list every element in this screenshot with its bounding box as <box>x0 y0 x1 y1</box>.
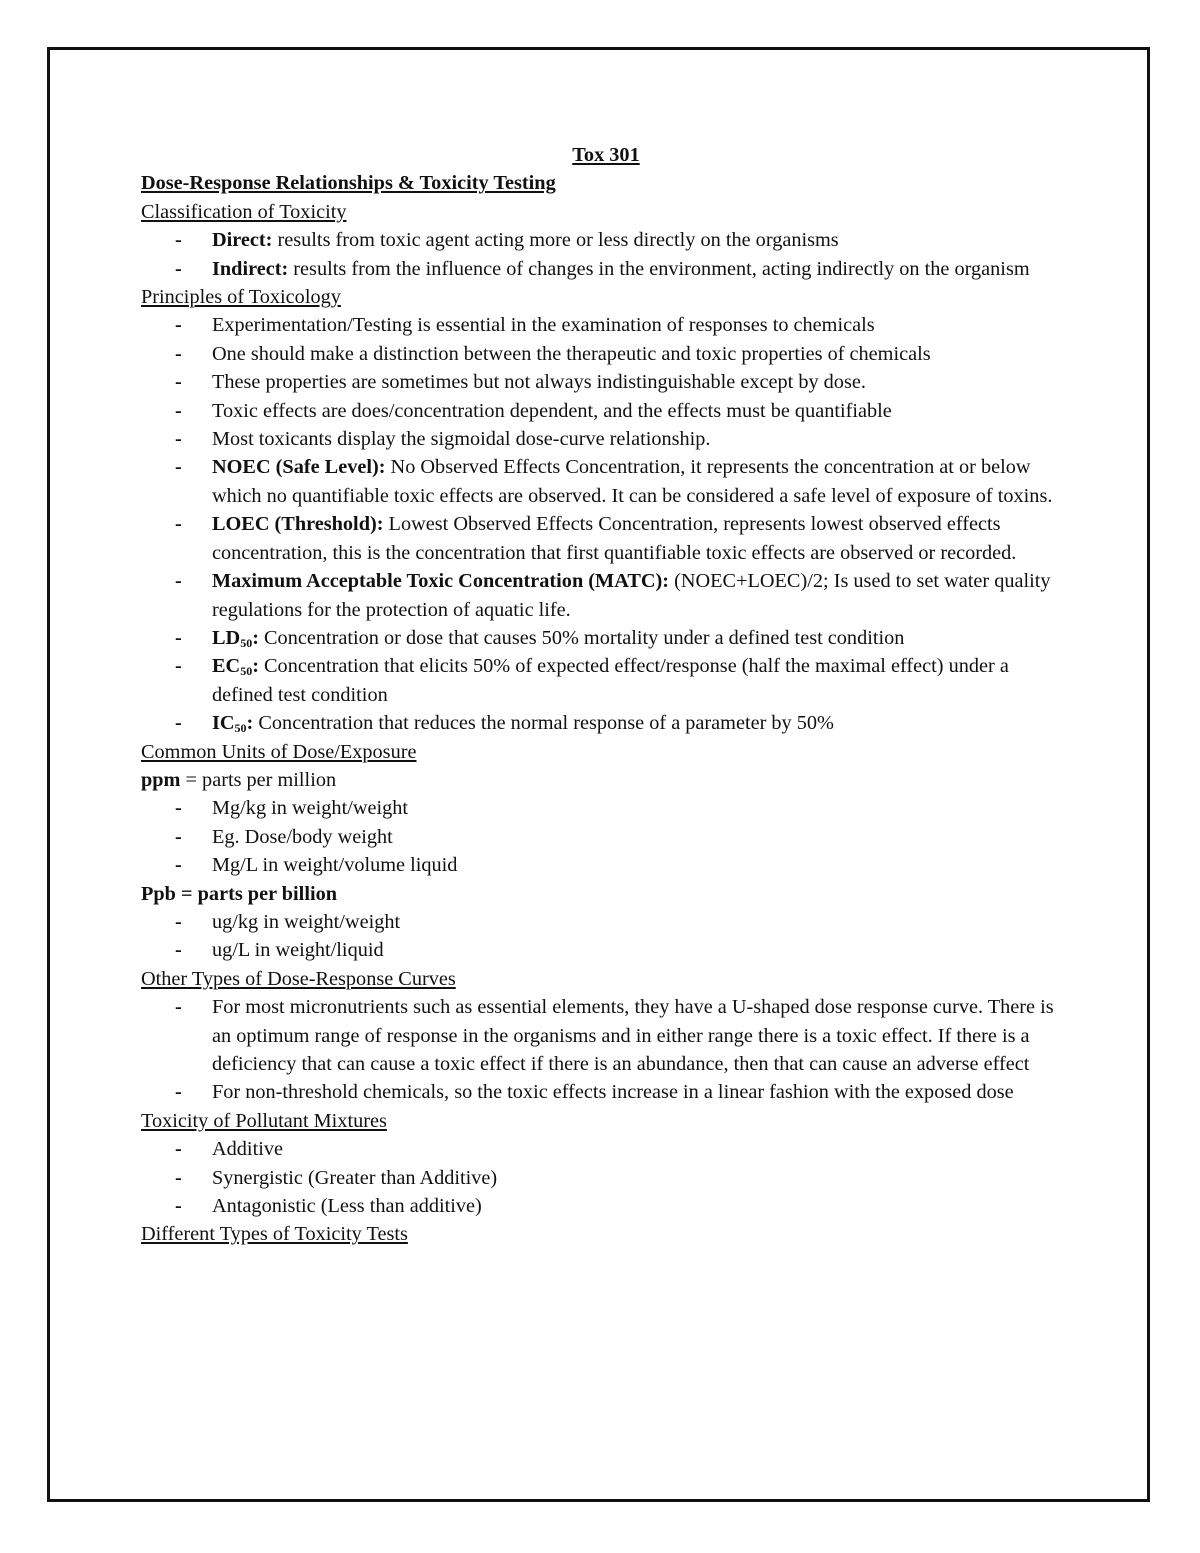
bullet-dash: - <box>175 854 182 877</box>
bullet-dash: - <box>175 229 182 252</box>
section-heading-curves: Other Types of Dose-Response Curves <box>141 967 456 990</box>
bullet-dash: - <box>175 1138 182 1161</box>
bullet-dash: - <box>175 342 182 365</box>
ppb-list <box>141 908 1071 965</box>
list-item: - Synergistic (Greater than Additive) <box>141 1164 1071 1192</box>
list-item: - Toxic effects are does/concentration dependent, and the effects must be quantifiable <box>141 397 1071 425</box>
bullet-dash: - <box>175 1081 182 1104</box>
list-item: - Most toxicants display the sigmoidal dose-curve relationship. <box>141 425 1071 453</box>
bullet-dash: - <box>175 626 182 649</box>
bullet-dash: - <box>175 570 182 593</box>
bullet-dash: - <box>175 655 182 678</box>
section-heading-classification: Classification of Toxicity <box>141 200 347 223</box>
ppb-definition: Ppb = parts per billion <box>141 882 338 905</box>
list-item: - Mg/kg in weight/weight <box>141 794 1071 822</box>
principles-list <box>141 311 1071 737</box>
list-item: - Maximum Acceptable Toxic Concentration (MATC): (NOEC+LOEC)/2; Is used to set water quality regulations for the protection of aquatic life. <box>141 567 1071 624</box>
section-heading-units: Common Units of Dose/Exposure <box>141 740 417 763</box>
bullet-dash: - <box>175 1166 182 1189</box>
list-item: - ug/kg in weight/weight <box>141 908 1071 936</box>
list-item: - $IC_{50}$: Concentration that reduces the normal response of a parameter by 50% <box>141 709 1071 737</box>
document-body <box>141 141 1071 1249</box>
list-item: - These properties are sometimes but not always indistinguishable except by dose. <box>141 368 1071 396</box>
ppm-definition: ppm = parts per million <box>141 768 337 791</box>
course-title: Tox 301 <box>572 144 640 166</box>
list-item: - One should make a distinction between the therapeutic and toxic properties of chemicals <box>141 340 1071 368</box>
page-title: Dose-Response Relationships & Toxicity Testing <box>141 172 556 195</box>
section-heading-principles: Principles of Toxicology <box>141 286 341 309</box>
bullet-dash: - <box>175 712 182 735</box>
bullet-dash: - <box>175 1195 182 1218</box>
bullet-dash: - <box>175 257 182 280</box>
list-item: - For non-threshold chemicals, so the toxic effects increase in a linear fashion with the exposed dose <box>141 1078 1071 1106</box>
ppm-list <box>141 794 1071 879</box>
list-item: - $LD_{50}$: Concentration or dose that causes 50% mortality under a defined test condition <box>141 624 1071 652</box>
bullet-dash: - <box>175 939 182 962</box>
list-item: - Experimentation/Testing is essential in the examination of responses to chemicals <box>141 311 1071 339</box>
classification-list <box>141 226 1071 283</box>
list-item: - For most micronutrients such as essential elements, they have a U-shaped dose response curve. There is an optimum range of response in the organisms and in either range there is a toxic effect. If there is a deficiency that can cause a toxic effect if there is an abundance, then that can cause an adverse effect <box>141 993 1071 1078</box>
bullet-dash: - <box>175 314 182 337</box>
list-item: - Additive <box>141 1135 1071 1163</box>
list-item: - NOEC (Safe Level): No Observed Effects Concentration, it represents the concentration at or below which no quantifiable toxic effects are observed. It can be considered a safe level of exposure of toxins. <box>141 453 1071 510</box>
list-item: - ug/L in weight/liquid <box>141 936 1071 964</box>
bullet-dash: - <box>175 825 182 848</box>
list-item: - $EC_{50}$: Concentration that elicits 50% of expected effect/response (half the maximal effect) under a defined test condition <box>141 652 1071 709</box>
curves-list <box>141 993 1071 1107</box>
mixtures-list <box>141 1135 1071 1220</box>
bullet-dash: - <box>175 513 182 536</box>
bullet-dash: - <box>175 910 182 933</box>
list-item: - LOEC (Threshold): Lowest Observed Effects Concentration, represents lowest observed effects concentration, this is the concentration that first quantifiable toxic effects are observed or recorded. <box>141 510 1071 567</box>
bullet-dash: - <box>175 399 182 422</box>
section-heading-tests: Different Types of Toxicity Tests <box>141 1223 408 1246</box>
bullet-dash: - <box>175 371 182 394</box>
list-item: - Antagonistic (Less than additive) <box>141 1192 1071 1220</box>
list-item: - Direct: results from toxic agent acting more or less directly on the organisms <box>141 226 1071 254</box>
bullet-dash: - <box>175 428 182 451</box>
list-item: - Indirect: results from the influence of changes in the environment, acting indirectly on the organism <box>141 255 1071 283</box>
bullet-dash: - <box>175 797 182 820</box>
section-heading-mixtures: Toxicity of Pollutant Mixtures <box>141 1109 387 1132</box>
list-item: - Eg. Dose/body weight <box>141 823 1071 851</box>
bullet-dash: - <box>175 456 182 479</box>
list-item: - Mg/L in weight/volume liquid <box>141 851 1071 879</box>
bullet-dash: - <box>175 996 182 1019</box>
